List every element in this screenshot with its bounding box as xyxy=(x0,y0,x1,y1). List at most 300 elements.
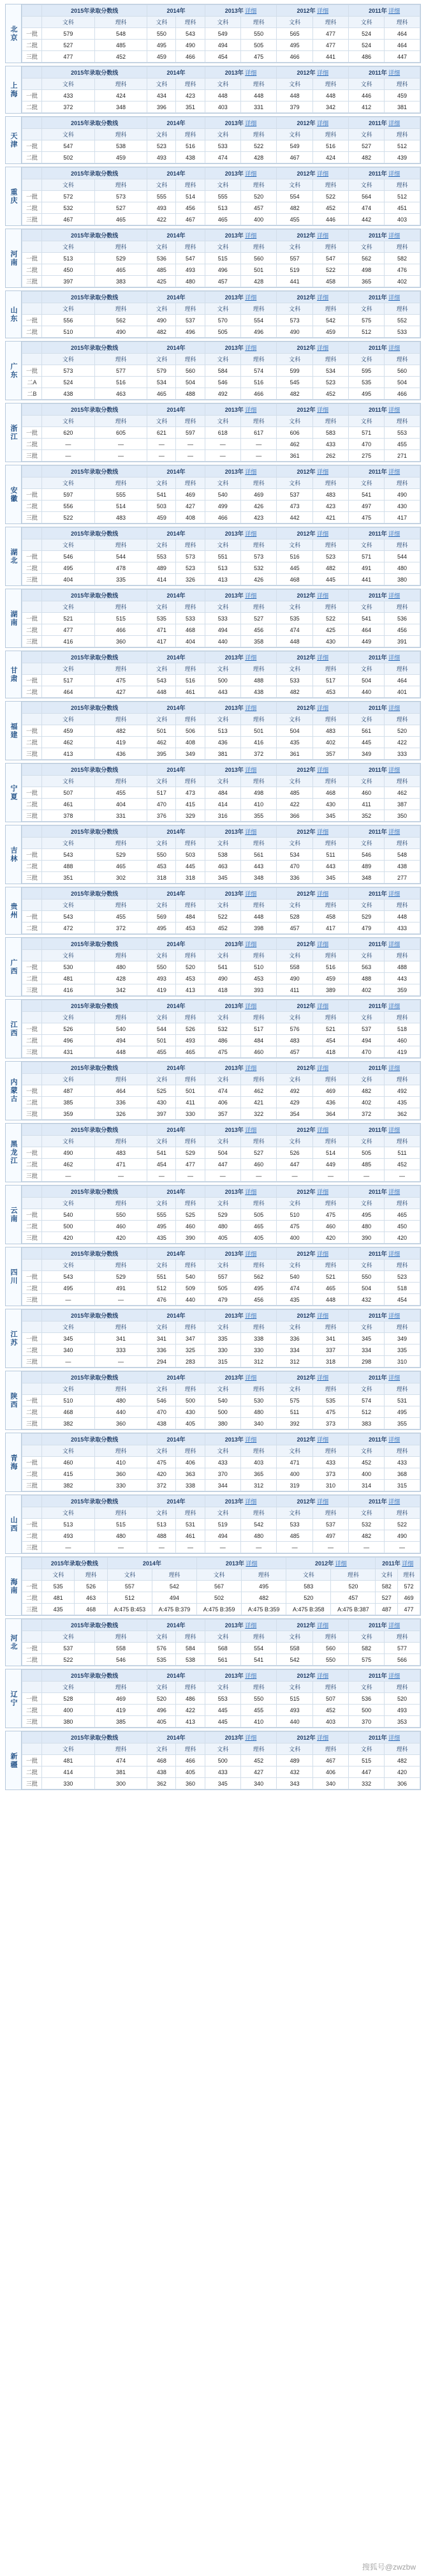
score-cell: 546 xyxy=(349,849,385,861)
score-cell: 514 xyxy=(94,501,147,512)
detail-link[interactable]: 详细 xyxy=(388,1189,400,1195)
detail-link[interactable]: 详细 xyxy=(317,170,329,177)
year-header: 2015年录取分数线 xyxy=(42,168,147,179)
score-cell: 533 xyxy=(205,613,240,624)
subject-header: 文科 xyxy=(147,179,176,191)
subject-header: 文科 xyxy=(277,354,312,365)
corner-cell xyxy=(22,1186,42,1198)
detail-link[interactable]: 详细 xyxy=(317,120,329,126)
corner-cell xyxy=(22,1569,42,1581)
table-row xyxy=(22,40,420,51)
detail-link[interactable]: 详细 xyxy=(245,1622,257,1629)
subject-header: 文科 xyxy=(42,663,95,675)
score-cell: 433 xyxy=(385,923,420,934)
score-cell: — xyxy=(42,1294,95,1306)
detail-link[interactable]: 详细 xyxy=(317,1065,329,1071)
year-header: 2011年 详细 xyxy=(349,5,420,17)
subject-header: 文科 xyxy=(277,303,312,315)
score-cell: 418 xyxy=(312,1046,348,1058)
detail-link[interactable]: 详细 xyxy=(388,654,400,661)
detail-link[interactable]: 详细 xyxy=(388,1735,400,1741)
corner-cell xyxy=(22,1507,42,1519)
detail-link[interactable]: 详细 xyxy=(317,232,329,239)
year-header: 2012年 详细 xyxy=(277,230,349,241)
score-cell: 468 xyxy=(147,1755,176,1766)
province-name: 安徽 xyxy=(6,465,22,523)
batch-label: 三批 xyxy=(22,1294,42,1306)
detail-link[interactable]: 详细 xyxy=(245,592,257,599)
year-header-row xyxy=(22,702,420,714)
score-cell: — xyxy=(349,1170,385,1182)
detail-link[interactable]: 详细 xyxy=(245,407,257,413)
corner-cell xyxy=(22,342,42,354)
year-header: 2011年 详细 xyxy=(349,292,420,303)
score-cell: 484 xyxy=(205,787,240,799)
score-cell: 373 xyxy=(312,1468,348,1480)
score-cell: 451 xyxy=(385,202,420,214)
score-cell: 465 xyxy=(94,214,147,225)
score-cell: 507 xyxy=(312,1693,348,1705)
year-header: 2013年 详细 xyxy=(205,1670,277,1682)
score-cell: 430 xyxy=(176,1406,205,1418)
score-cell: 560 xyxy=(385,365,420,377)
detail-link[interactable]: 详细 xyxy=(317,941,329,947)
score-cell: 333 xyxy=(385,748,420,760)
detail-link[interactable]: 详细 xyxy=(388,170,400,177)
score-cell: 413 xyxy=(176,984,205,996)
score-cell: 538 xyxy=(94,140,147,152)
detail-link[interactable]: 详细 xyxy=(317,345,329,351)
score-cell: 428 xyxy=(94,973,147,984)
score-cell: 469 xyxy=(240,489,276,501)
detail-link[interactable]: 详细 xyxy=(245,1127,257,1133)
score-cell: 312 xyxy=(277,1356,312,1367)
score-cell: 330 xyxy=(240,1344,276,1356)
detail-link[interactable]: 详细 xyxy=(317,705,329,711)
score-cell: 480 xyxy=(240,1530,276,1542)
detail-link[interactable]: 详细 xyxy=(245,1498,257,1505)
score-cell: 541 xyxy=(349,613,385,624)
batch-label: 一批 xyxy=(22,613,42,624)
detail-link[interactable]: 详细 xyxy=(245,1313,257,1319)
detail-link[interactable]: 详细 xyxy=(245,1735,257,1741)
subject-header: 文科 xyxy=(349,416,385,427)
score-cell: 576 xyxy=(147,1643,176,1654)
corner-cell xyxy=(22,702,42,714)
score-cell: 453 xyxy=(147,861,176,872)
score-cell: A:475 B:453 xyxy=(107,1604,152,1615)
score-cell: 302 xyxy=(94,872,147,884)
score-cell: 507 xyxy=(42,787,95,799)
batch-label: 三批 xyxy=(22,214,42,225)
score-cell: 359 xyxy=(42,1108,95,1120)
score-cell: 467 xyxy=(277,152,312,163)
subject-header: 理科 xyxy=(385,539,420,551)
score-cell: 474 xyxy=(94,1755,147,1766)
detail-link[interactable]: 详细 xyxy=(317,1313,329,1319)
batch-label: 二批 xyxy=(22,562,42,574)
detail-link[interactable]: 详细 xyxy=(245,654,257,661)
year-header: 2015年录取分数线 xyxy=(42,1372,147,1383)
score-cell: 490 xyxy=(385,489,420,501)
detail-link[interactable]: 详细 xyxy=(245,345,257,351)
detail-link[interactable]: 详细 xyxy=(388,829,400,835)
subject-header: 文科 xyxy=(277,79,312,90)
score-cell: 459 xyxy=(312,326,348,338)
detail-link[interactable]: 详细 xyxy=(388,1622,400,1629)
batch-label: 三批 xyxy=(22,1232,42,1244)
detail-link[interactable]: 详细 xyxy=(317,1003,329,1009)
score-cell: 468 xyxy=(42,1406,95,1418)
year-header-row xyxy=(22,1248,420,1260)
score-cell: 422 xyxy=(385,737,420,748)
year-header: 2011年 详细 xyxy=(349,826,420,838)
detail-link[interactable]: 详细 xyxy=(317,1375,329,1381)
detail-link[interactable]: 详细 xyxy=(245,767,257,773)
detail-link[interactable]: 详细 xyxy=(245,70,257,76)
score-cell: 484 xyxy=(240,1035,276,1046)
score-cell: 357 xyxy=(205,1108,240,1120)
batch-label: 二批 xyxy=(22,1035,42,1046)
detail-link[interactable]: 详细 xyxy=(388,891,400,897)
subject-header-row xyxy=(22,714,420,725)
subject-header: 理科 xyxy=(312,303,348,315)
detail-link[interactable]: 详细 xyxy=(317,1189,329,1195)
score-cell: 481 xyxy=(42,973,95,984)
detail-link[interactable]: 详细 xyxy=(246,1560,258,1567)
score-cell: 475 xyxy=(240,51,276,63)
detail-link[interactable]: 详细 xyxy=(317,829,329,835)
subject-header-row xyxy=(22,1507,420,1519)
detail-link[interactable]: 详细 xyxy=(245,120,257,126)
subject-header: 理科 xyxy=(94,1012,147,1023)
score-cell: 582 xyxy=(376,1581,398,1592)
detail-link[interactable]: 详细 xyxy=(317,1673,329,1679)
score-cell: 445 xyxy=(176,861,205,872)
score-cell: 435 xyxy=(277,737,312,748)
score-cell: 432 xyxy=(349,1294,385,1306)
detail-link[interactable]: 详细 xyxy=(335,1560,347,1567)
score-cell: 383 xyxy=(349,1418,385,1429)
corner-cell xyxy=(22,1383,42,1395)
detail-link[interactable]: 详细 xyxy=(388,531,400,537)
score-cell: 345 xyxy=(205,1778,240,1789)
year-header: 2011年 详细 xyxy=(349,888,420,900)
year-header: 2015年录取分数线 xyxy=(42,590,147,601)
score-cell: 424 xyxy=(312,152,348,163)
detail-link[interactable]: 详细 xyxy=(388,1003,400,1009)
detail-link[interactable]: 详细 xyxy=(245,891,257,897)
detail-link[interactable]: 详细 xyxy=(317,654,329,661)
detail-link[interactable]: 详细 xyxy=(388,1498,400,1505)
detail-link[interactable]: 详细 xyxy=(317,469,329,475)
score-cell: 489 xyxy=(147,562,176,574)
score-cell: — xyxy=(349,1542,385,1553)
score-cell: 351 xyxy=(42,872,95,884)
subject-header: 文科 xyxy=(147,539,176,551)
score-cell: 298 xyxy=(349,1356,385,1367)
subject-header: 文科 xyxy=(277,1507,312,1519)
corner-cell xyxy=(22,1310,42,1322)
score-cell: — xyxy=(42,1170,95,1182)
table-row xyxy=(22,911,420,923)
detail-link[interactable]: 详细 xyxy=(388,592,400,599)
province-block xyxy=(5,290,421,338)
subject-header: 文科 xyxy=(147,1631,176,1643)
year-header: 2013年 详细 xyxy=(197,1558,286,1569)
score-cell: 345 xyxy=(349,1333,385,1344)
detail-link[interactable]: 详细 xyxy=(245,1436,257,1443)
subject-header: 文科 xyxy=(147,416,176,427)
score-cell: 448 xyxy=(312,1294,348,1306)
detail-link[interactable]: 详细 xyxy=(245,1375,257,1381)
detail-link[interactable]: 详细 xyxy=(388,1436,400,1443)
detail-link[interactable]: 详细 xyxy=(388,1065,400,1071)
subject-header: 理科 xyxy=(94,17,147,28)
score-cell: 546 xyxy=(94,1654,147,1666)
year-header: 2013年 详细 xyxy=(205,1620,277,1631)
subject-header: 文科 xyxy=(277,1322,312,1333)
detail-link[interactable]: 详细 xyxy=(245,1065,257,1071)
corner-cell xyxy=(22,1434,42,1445)
corner-cell xyxy=(22,1558,42,1569)
subject-header: 理科 xyxy=(240,17,276,28)
detail-link[interactable]: 详细 xyxy=(317,1622,329,1629)
detail-link[interactable]: 详细 xyxy=(245,829,257,835)
score-cell: 312 xyxy=(240,1356,276,1367)
score-cell: 420 xyxy=(147,1468,176,1480)
province-name: 辽宁 xyxy=(6,1669,22,1728)
detail-link[interactable]: 详细 xyxy=(317,294,329,301)
score-cell: 574 xyxy=(240,365,276,377)
table-row xyxy=(22,489,420,501)
subject-header: 文科 xyxy=(277,1631,312,1643)
detail-link[interactable]: 详细 xyxy=(388,120,400,126)
subject-header: 理科 xyxy=(176,1198,205,1209)
year-header: 2011年 详细 xyxy=(349,1310,420,1322)
score-cell: 448 xyxy=(94,1046,147,1058)
subject-header: 文科 xyxy=(277,1744,312,1755)
batch-label: 一批 xyxy=(22,1519,42,1530)
score-cell: 549 xyxy=(277,140,312,152)
score-cell: 535 xyxy=(147,613,176,624)
subject-header: 文科 xyxy=(147,1507,176,1519)
detail-link[interactable]: 详细 xyxy=(388,1127,400,1133)
province-block xyxy=(5,1247,421,1306)
score-cell: 464 xyxy=(94,1085,147,1097)
score-cell: 510 xyxy=(42,326,95,338)
detail-link[interactable]: 详细 xyxy=(245,469,257,475)
detail-link[interactable]: 详细 xyxy=(245,294,257,301)
score-cell: 420 xyxy=(385,1232,420,1244)
detail-link[interactable]: 详细 xyxy=(245,170,257,177)
score-cell: 511 xyxy=(385,1147,420,1159)
detail-link[interactable]: 详细 xyxy=(317,891,329,897)
detail-link[interactable]: 详细 xyxy=(245,531,257,537)
detail-link[interactable]: 详细 xyxy=(388,1375,400,1381)
year-header: 2014年 xyxy=(147,590,205,601)
detail-link[interactable]: 详细 xyxy=(388,469,400,475)
detail-link[interactable]: 详细 xyxy=(388,941,400,947)
detail-link[interactable]: 详细 xyxy=(388,232,400,239)
score-cell: 550 xyxy=(147,28,176,40)
detail-link[interactable]: 详细 xyxy=(245,232,257,239)
score-cell: 546 xyxy=(205,377,240,388)
score-cell: 335 xyxy=(205,1333,240,1344)
detail-link[interactable]: 详细 xyxy=(245,1251,257,1257)
detail-link[interactable]: 详细 xyxy=(388,705,400,711)
table-row xyxy=(22,214,420,225)
score-cell: 505 xyxy=(240,1209,276,1221)
score-cell: 441 xyxy=(349,574,385,585)
score-cell: 403 xyxy=(205,102,240,113)
score-cell: 385 xyxy=(94,1716,147,1728)
subject-header: 文科 xyxy=(42,601,95,613)
score-cell: 487 xyxy=(42,1085,95,1097)
score-cell: 410 xyxy=(94,1457,147,1468)
score-cell: 480 xyxy=(94,961,147,973)
table-row xyxy=(22,984,420,996)
detail-link[interactable]: 详细 xyxy=(317,1436,329,1443)
detail-link[interactable]: 详细 xyxy=(388,1251,400,1257)
year-header: 2011年 详细 xyxy=(349,117,420,129)
score-cell: 558 xyxy=(277,961,312,973)
year-header: 2011年 详细 xyxy=(349,168,420,179)
detail-link[interactable]: 详细 xyxy=(317,592,329,599)
score-cell: 488 xyxy=(240,675,276,686)
table-row xyxy=(22,1283,420,1294)
subject-header: 理科 xyxy=(240,1631,276,1643)
detail-link[interactable]: 详细 xyxy=(317,531,329,537)
batch-label: 二批 xyxy=(22,1344,42,1356)
score-cell: 402 xyxy=(349,984,385,996)
subject-header: 文科 xyxy=(349,17,385,28)
table-row xyxy=(22,152,420,163)
detail-link[interactable]: 详细 xyxy=(388,345,400,351)
subject-header: 理科 xyxy=(94,1198,147,1209)
subject-header: 理科 xyxy=(75,1569,107,1581)
subject-header: 理科 xyxy=(94,478,147,489)
detail-link[interactable]: 详细 xyxy=(317,1498,329,1505)
year-header: 2014年 xyxy=(147,1186,205,1198)
detail-link[interactable]: 详细 xyxy=(317,767,329,773)
score-cell: 440 xyxy=(205,636,240,647)
detail-link[interactable]: 详细 xyxy=(388,70,400,76)
detail-link[interactable]: 详细 xyxy=(317,1127,329,1133)
corner-cell xyxy=(22,1136,42,1147)
subject-header: 文科 xyxy=(42,1136,95,1147)
batch-label: 二批 xyxy=(22,1221,42,1232)
score-cell: — xyxy=(240,439,276,450)
score-cell: 477 xyxy=(312,40,348,51)
year-header: 2012年 详细 xyxy=(277,1062,349,1074)
subject-header-row xyxy=(22,416,420,427)
score-cell: 456 xyxy=(176,202,205,214)
detail-link[interactable]: 详细 xyxy=(388,1673,400,1679)
score-cell: 469 xyxy=(176,489,205,501)
detail-link[interactable]: 详细 xyxy=(245,1003,257,1009)
subject-header: 理科 xyxy=(94,1383,147,1395)
detail-link[interactable]: 详细 xyxy=(402,1560,414,1567)
year-header: 2011年 详细 xyxy=(349,1372,420,1383)
score-cell: 554 xyxy=(240,315,276,326)
detail-link[interactable]: 详细 xyxy=(388,294,400,301)
score-cell: 516 xyxy=(240,377,276,388)
detail-link[interactable]: 详细 xyxy=(388,8,400,14)
corner-cell xyxy=(22,1620,42,1631)
score-cell: 475 xyxy=(312,1209,348,1221)
score-cell: 495 xyxy=(240,1283,276,1294)
score-cell: 468 xyxy=(176,624,205,636)
year-header: 2014年 xyxy=(147,1496,205,1507)
score-cell: 519 xyxy=(205,1519,240,1530)
score-cell: 452 xyxy=(349,1457,385,1468)
detail-link[interactable]: 详细 xyxy=(388,767,400,773)
detail-link[interactable]: 详细 xyxy=(388,1313,400,1319)
score-cell: 563 xyxy=(349,961,385,973)
score-cell: 547 xyxy=(176,253,205,264)
year-header: 2015年录取分数线 xyxy=(42,1248,147,1260)
score-cell: 459 xyxy=(147,51,176,63)
province-name: 广东 xyxy=(6,342,22,400)
score-cell: 477 xyxy=(176,1159,205,1170)
score-cell: 510 xyxy=(240,961,276,973)
score-cell: 434 xyxy=(147,90,176,102)
score-cell: 474 xyxy=(205,1085,240,1097)
detail-link[interactable]: 详细 xyxy=(245,1673,257,1679)
score-cell: 343 xyxy=(277,1778,312,1789)
score-cell: 421 xyxy=(312,512,348,523)
table-row xyxy=(22,191,420,202)
year-header: 2012年 详细 xyxy=(277,938,349,950)
corner-cell xyxy=(22,478,42,489)
detail-link[interactable]: 详细 xyxy=(245,8,257,14)
detail-link[interactable]: 详细 xyxy=(245,941,257,947)
score-cell: 453 xyxy=(312,686,348,698)
corner-cell xyxy=(22,888,42,900)
score-table xyxy=(22,465,420,523)
score-cell: 453 xyxy=(176,973,205,984)
score-cell: 474 xyxy=(205,152,240,163)
detail-link[interactable]: 详细 xyxy=(317,1251,329,1257)
detail-link[interactable]: 详细 xyxy=(317,8,329,14)
score-cell: 403 xyxy=(312,1716,348,1728)
detail-link[interactable]: 详细 xyxy=(317,70,329,76)
table-row xyxy=(22,636,420,647)
subject-header: 理科 xyxy=(176,303,205,315)
subject-header: 文科 xyxy=(205,1383,240,1395)
subject-header: 文科 xyxy=(349,776,385,787)
subject-header: 理科 xyxy=(385,79,420,90)
subject-header: 文科 xyxy=(349,1744,385,1755)
score-cell: 471 xyxy=(147,624,176,636)
score-cell: 405 xyxy=(176,1418,205,1429)
subject-header: 文科 xyxy=(42,1682,95,1693)
score-cell: 520 xyxy=(176,961,205,973)
detail-link[interactable]: 详细 xyxy=(245,1189,257,1195)
year-header: 2015年录取分数线 xyxy=(42,888,147,900)
detail-link[interactable]: 详细 xyxy=(245,705,257,711)
detail-link[interactable]: 详细 xyxy=(317,407,329,413)
table-row xyxy=(22,675,420,686)
detail-link[interactable]: 详细 xyxy=(388,407,400,413)
subject-header: 文科 xyxy=(42,1198,95,1209)
score-cell: 488 xyxy=(349,973,385,984)
subject-header: 文科 xyxy=(107,1569,152,1581)
table-row xyxy=(22,1542,420,1553)
detail-link[interactable]: 详细 xyxy=(317,1735,329,1741)
score-cell: 318 xyxy=(312,1356,348,1367)
